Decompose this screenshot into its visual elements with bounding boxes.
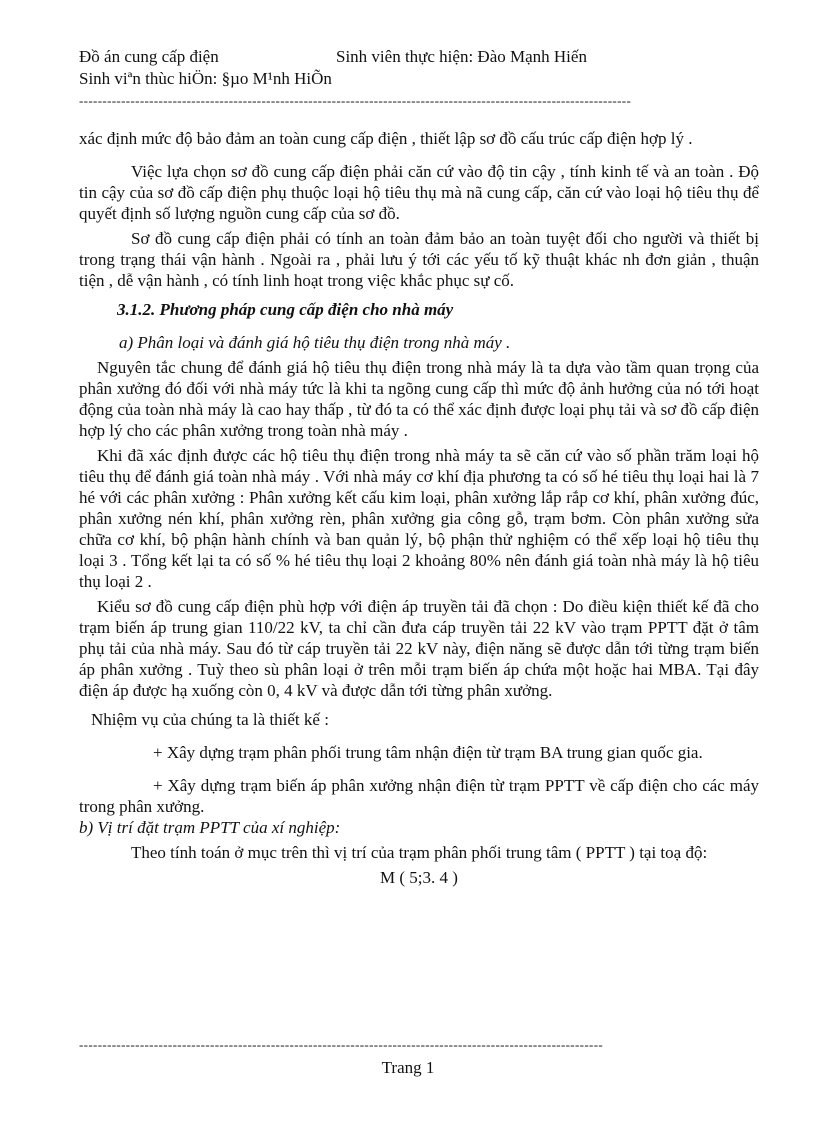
paragraph-substation-location: Theo tính toán ở mục trên thì vị trí của trạm phân phối trung tâm ( PPTT ) tại toạ độ: xyxy=(131,843,708,862)
header-student-name: Sinh viên thực hiện: Đào Mạnh Hiến xyxy=(336,47,587,66)
footer-divider: ---------------------------------------------------------------------------------------------------------------- xyxy=(79,1038,604,1052)
task-item-central-substation: + Xây dựng trạm phân phối trung tâm nhận điện từ trạm BA trung gian quốc gia. xyxy=(153,743,703,762)
document-body xyxy=(79,128,759,888)
location-formula: M ( 5;3. 4 ) xyxy=(380,868,458,887)
paragraph-safety-requirements: Sơ đồ cung cấp điện phải có tính an toàn đảm bảo an toàn tuyệt đối cho người và thiết bị trong trạng thái vận hành . Ngoài ra , phải lưu ý tới các yếu tố kỹ thuật khác nh đơn giản , thuận tiện , dễ vận hành , có tính linh hoạt trong việc khắc phục sự cố. xyxy=(79,229,759,290)
subsection-b-heading: b) Vị trí đặt trạm PPTT của xí nghiệp: xyxy=(79,818,341,837)
header-divider: ---------------------------------------------------------------------------------------------------------------------- xyxy=(79,94,632,108)
paragraph-safety-structure: xác định mức độ bảo đảm an toàn cung cấp điện , thiết lập sơ đồ cấu trúc cấp điện hợp lý . xyxy=(79,129,693,148)
paragraph-supply-diagram: Kiểu sơ đồ cung cấp điện phù hợp với điện áp truyền tải đã chọn : Do điều kiện thiết kế đã cho trạm biến áp trung gian 110/22 kV, ta chỉ cần đưa cáp truyền tải 22 kV vào trạm PPTT đặt ở tâm phụ tải của nhà máy. Sau đó từ cáp truyền tải 22 kV này, điện năng sẽ được dẫn tới từng trạm biến áp phân xưởng . Tuỳ theo sù phân loại ở trên mỗi trạm biến áp chứa một hoặc hai MBA. Tại đây điện áp được hạ xuống còn 0, 4 kV và được dẫn tới từng phân xưởng. xyxy=(79,597,759,700)
section-heading-3-1-2: 3.1.2. Phương pháp cung cấp điện cho nhà máy xyxy=(117,300,454,319)
subsection-a-heading: a) Phân loại và đánh giá hộ tiêu thụ điện trong nhà máy . xyxy=(119,333,511,352)
header-student-name-legacy-encoding: Sinh viªn thùc hiÖn: §µo M¹nh HiÕn xyxy=(79,69,332,88)
page-number: Trang 1 xyxy=(381,1058,435,1077)
paragraph-consumer-classification: Khi đã xác định được các hộ tiêu thụ điện trong nhà máy ta sẽ căn cứ vào số phần trăm loại hộ tiêu thụ để đánh giá toàn nhà máy . Với nhà máy cơ khí địa phương ta có số hé tiêu thụ loại hai là 7 hé với các phân xưởng : Phân xưởng kết cấu kim loại, phân xưởng lắp rắp cơ khí, phân xưởng đúc, phân xưởng nén khí, phân xưởng rèn, phân xưởng gia công gỗ, trạm bơm. Còn phân xưởng sửa chữa cơ khí, bộ phận hành chính và ban quản lý, bộ phận thử nghiệm có thể xếp loại hộ tiêu thụ loại 3 . Tổng kết lại ta có số % hé tiêu thụ loại 2 khoảng 80% nên đánh giá toàn nhà máy là hộ tiêu thụ loại 2 . xyxy=(79,446,759,591)
header-course-title: Đồ án cung cấp điện xyxy=(79,47,219,66)
paragraph-tasks-intro: Nhiệm vụ của chúng ta là thiết kế : xyxy=(91,710,329,729)
task-item-workshop-substation: + Xây dựng trạm biến áp phân xưởng nhận điện từ trạm PPTT về cấp điện cho các máy trong phân xưởng. xyxy=(79,776,759,816)
paragraph-evaluation-principle: Nguyên tắc chung để đánh giá hộ tiêu thụ điện trong nhà máy là ta dựa vào tầm quan trọng của phân xưởng đó đối với nhà máy tức là khi ta ngõng cung cấp thì mức độ ảnh hưởng của nó tới hoạt động của toàn nhà máy là cao hay thấp , từ đó ta có thể xác định được loại phụ tải và sơ đồ cấp điện hợp lý cho các phân xưởng trong toàn nhà máy . xyxy=(79,358,759,440)
paragraph-selection-criteria: Việc lựa chọn sơ đồ cung cấp điện phải căn cứ vào độ tin cậy , tính kinh tế và an toàn . Độ tin cậy của sơ đồ cấp điện phụ thuộc loại hộ tiêu thụ mà nã cung cấp, căn cứ vào loại hộ tiêu thụ để quyết định số lượng nguồn cung cấp của sơ đồ. xyxy=(79,162,759,223)
